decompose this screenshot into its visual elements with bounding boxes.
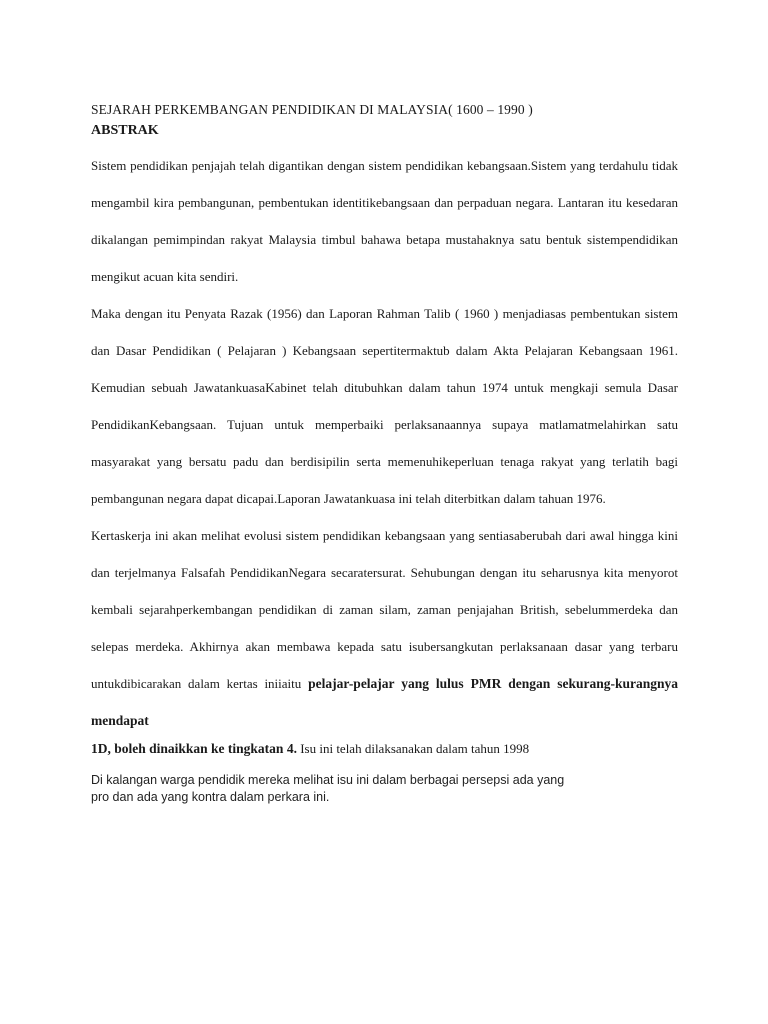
paragraph-3-text: Kertaskerja ini akan melihat evolusi sistem pendidikan kebangsaan yang sentiasaberubah dari awal hingga kini dan terjelmanya Falsafah PendidikanNegara secaratersurat. Sehubungan dengan itu seharusnya kita menyorot kembali sejarahperkembangan pendidikan di zaman silam, zaman penjajahan British, sebelummerdeka dan selepas merdeka. Akhirnya akan membawa kepada satu isubersangkutan perlaksanaan dasar yang terbaru untukdibicarakan dalam kertas iniiaitu: [91, 528, 678, 691]
closing-line-2: pro dan ada yang kontra dalam perkara ini.: [91, 790, 330, 804]
line-4-text: Isu ini telah dilaksanakan dalam tahun 1998: [296, 741, 530, 756]
paragraph-3: [91, 517, 678, 739]
paragraph-1: Sistem pendidikan penjajah telah digantikan dengan sistem pendidikan kebangsaan.Sistem yang terdahulu tidak mengambil kira pembangunan, pembentukan identitikebangsaan dan perpaduan negara. Lantaran itu kesedaran dikalangan pemimpindan rakyat Malaysia timbul bahawa betapa mustahaknya satu bentuk sistempendidikan mengikut acuan kita sendiri.: [91, 158, 678, 284]
closing-line-1: Di kalangan warga pendidik mereka melihat isu ini dalam berbagai persepsi ada yang: [91, 773, 565, 787]
line-4: [91, 739, 678, 759]
paragraph-3-bold: pelajar-pelajar yang lulus PMR dengan sekurang-kurangnya mendapat: [91, 676, 678, 728]
document-title: SEJARAH PERKEMBANGAN PENDIDIKAN DI MALAYSIA( 1600 – 1990 ): [91, 102, 533, 117]
paragraph-2: Maka dengan itu Penyata Razak (1956) dan Laporan Rahman Talib ( 1960 ) menjadiasas pembentukan sistem dan Dasar Pendidikan ( Pelajaran ) Kebangsaan sepertitermaktub dalam Akta Pelajaran Kebangsaan 1961. Kemudian sebuah JawatankuasaKabinet telah ditubuhkan dalam tahun 1974 untuk mengkaji semula Dasar PendidikanKebangsaan. Tujuan untuk memperbaiki perlaksanaannya supaya matlamatmelahirkan satu masyarakat yang bersatu padu dan berdisipilin serta memenuhikeperluan tenaga rakyat yang terlatih bagi pembangunan negara dapat dicapai.Laporan Jawatankuasa ini telah diterbitkan dalam tahuan 1976.: [91, 306, 678, 506]
line-4-bold: 1D, boleh dinaikkan ke tingkatan 4.: [91, 741, 297, 756]
abstract-heading: ABSTRAK: [91, 123, 159, 138]
document-page: [91, 100, 678, 806]
closing-paragraph: [91, 772, 678, 806]
